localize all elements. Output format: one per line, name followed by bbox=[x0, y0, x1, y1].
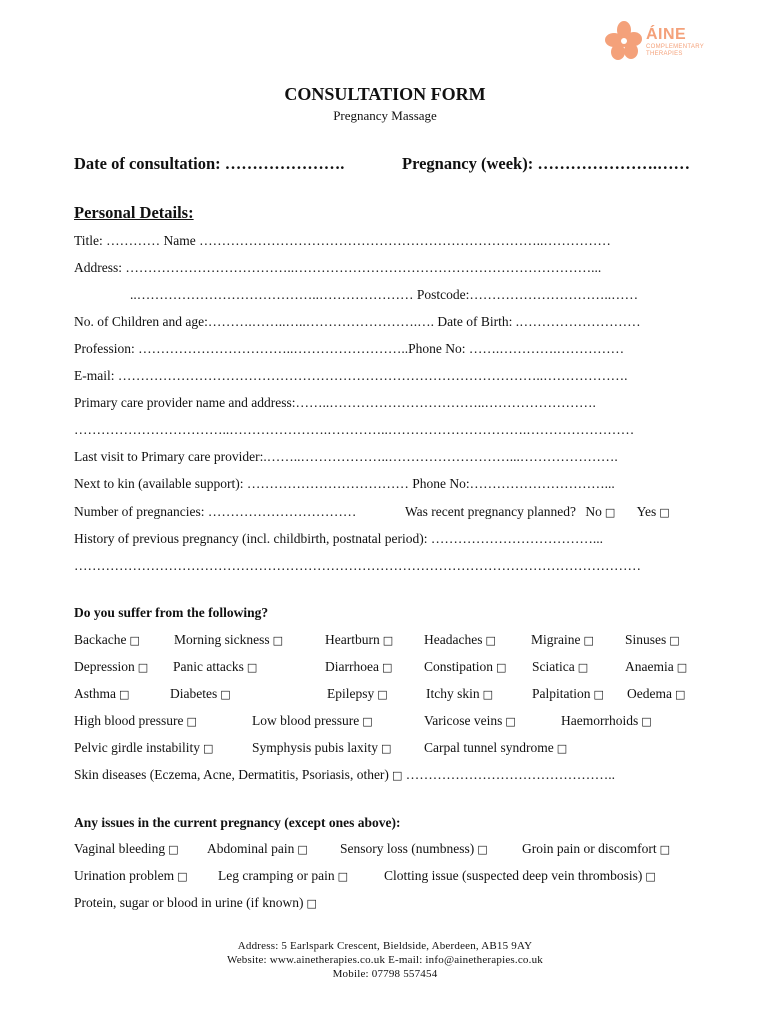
checkbox[interactable]: □ bbox=[186, 715, 197, 728]
condition-low-blood-pressure[interactable]: Low blood pressure □ bbox=[252, 713, 373, 728]
profession-phone-field[interactable]: Profession: ……………………………..……………………..Phone No: …….………….…………… bbox=[74, 341, 625, 356]
condition-migraine[interactable]: Migraine □ bbox=[531, 632, 594, 647]
condition-diabetes[interactable]: Diabetes □ bbox=[170, 686, 231, 701]
condition-sciatica[interactable]: Sciatica □ bbox=[532, 659, 589, 674]
option-yes[interactable]: Yes □ bbox=[636, 504, 670, 519]
checkbox[interactable]: □ bbox=[593, 688, 604, 701]
condition-high-blood-pressure[interactable]: High blood pressure □ bbox=[74, 713, 197, 728]
condition-heartburn[interactable]: Heartburn □ bbox=[325, 632, 394, 647]
title-name-field[interactable]: Title: ………… Name …………………………………………………………………..…………… bbox=[74, 233, 611, 248]
checkbox[interactable]: □ bbox=[556, 742, 568, 755]
checkbox[interactable]: □ bbox=[220, 688, 231, 701]
checkbox[interactable]: □ bbox=[168, 843, 179, 856]
date-of-consultation-field[interactable]: Date of consultation: …………………. bbox=[74, 154, 345, 173]
checkbox[interactable]: □ bbox=[391, 769, 403, 782]
checkbox[interactable]: □ bbox=[674, 688, 686, 701]
condition-asthma[interactable]: Asthma □ bbox=[74, 686, 130, 701]
checkbox[interactable]: □ bbox=[485, 634, 496, 647]
checkbox[interactable]: □ bbox=[477, 843, 488, 856]
checkbox[interactable]: □ bbox=[645, 870, 656, 883]
condition-constipation[interactable]: Constipation □ bbox=[424, 659, 507, 674]
footer-address: Address: 5 Earlspark Crescent, Bieldside, Aberdeen, AB15 9AY bbox=[237, 940, 533, 952]
checkbox[interactable]: □ bbox=[297, 843, 308, 856]
recent-pregnancy-planned: Was recent pregnancy planned? No □ Yes □ bbox=[405, 504, 670, 519]
checkbox[interactable]: □ bbox=[377, 688, 388, 701]
condition-haemorrhoids[interactable]: Haemorrhoids □ bbox=[561, 713, 652, 728]
issue-sensory-loss[interactable]: Sensory loss (numbness) □ bbox=[340, 841, 488, 856]
issue-urination-problem[interactable]: Urination problem □ bbox=[74, 868, 188, 883]
conditions-heading: Do you suffer from the following? bbox=[74, 605, 269, 620]
logo-brand: ÁINE bbox=[646, 26, 687, 43]
checkbox[interactable]: □ bbox=[577, 661, 589, 674]
condition-depression[interactable]: Depression □ bbox=[74, 659, 149, 674]
previous-pregnancy-history-continued[interactable]: ……………………………………………………………………………………………………………… bbox=[74, 558, 641, 573]
form-subtitle: Pregnancy Massage bbox=[333, 108, 437, 123]
condition-diarrhoea[interactable]: Diarrhoea □ bbox=[325, 659, 393, 674]
primary-care-provider-field[interactable]: Primary care provider name and address:……..……………………………..……………………. bbox=[74, 395, 596, 410]
checkbox[interactable]: □ bbox=[337, 870, 348, 883]
email-field[interactable]: E-mail: …………………………………………………………………………………..………………. bbox=[74, 368, 628, 383]
condition-anaemia[interactable]: Anaemia □ bbox=[625, 659, 688, 674]
condition-backache[interactable]: Backache □ bbox=[74, 632, 140, 647]
logo-subtitle: COMPLEMENTARY THERAPIES bbox=[646, 44, 705, 57]
issue-groin-pain[interactable]: Groin pain or discomfort □ bbox=[522, 841, 671, 856]
condition-headaches[interactable]: Headaches □ bbox=[424, 632, 496, 647]
checkbox[interactable]: □ bbox=[583, 634, 594, 647]
condition-sinuses[interactable]: Sinuses □ bbox=[625, 632, 680, 647]
condition-pelvic-girdle-instability[interactable]: Pelvic girdle instability □ bbox=[74, 740, 214, 755]
checkbox[interactable]: □ bbox=[129, 634, 140, 647]
checkbox[interactable]: □ bbox=[669, 634, 680, 647]
flower-icon bbox=[604, 20, 644, 62]
next-of-kin-field[interactable]: Next to kin (available support): ……………………………… Phone No:…………………………... bbox=[74, 476, 615, 491]
footer-mobile: Mobile: 07798 557454 bbox=[332, 968, 438, 980]
issue-abdominal-pain[interactable]: Abdominal pain □ bbox=[207, 841, 308, 856]
condition-itchy-skin[interactable]: Itchy skin □ bbox=[426, 686, 494, 701]
form-title: CONSULTATION FORM bbox=[284, 84, 486, 104]
checkbox[interactable]: □ bbox=[382, 634, 394, 647]
footer-web-email: Website: www.ainetherapies.co.uk E-mail: info@ainetherapies.co.uk bbox=[227, 954, 543, 966]
children-dob-field[interactable]: No. of Children and age:……….……..…..…………………….…. Date of Birth: .……………………… bbox=[74, 314, 641, 329]
condition-panic-attacks[interactable]: Panic attacks □ bbox=[173, 659, 258, 674]
checkbox[interactable]: □ bbox=[659, 506, 670, 519]
checkbox[interactable]: □ bbox=[604, 506, 616, 519]
condition-symphysis-pubis-laxity[interactable]: Symphysis pubis laxity □ bbox=[252, 740, 392, 755]
checkbox[interactable]: □ bbox=[137, 661, 149, 674]
checkbox[interactable]: □ bbox=[676, 661, 688, 674]
checkbox[interactable]: □ bbox=[381, 661, 393, 674]
address-postcode-field[interactable]: ..…………………………………..………………… Postcode:…………………………..…… bbox=[130, 287, 639, 302]
primary-care-provider-continued[interactable]: ……………………………..………………….…………..………………………….…………………… bbox=[74, 422, 635, 437]
condition-skin-diseases[interactable]: Skin diseases (Eczema, Acne, Dermatitis, Psoriasis, other) □ ……………………………………….. bbox=[74, 767, 615, 782]
pregnancy-week-field[interactable]: Pregnancy (week): ………………….…… bbox=[402, 154, 690, 173]
condition-morning-sickness[interactable]: Morning sickness □ bbox=[174, 632, 284, 647]
checkbox[interactable]: □ bbox=[272, 634, 284, 647]
checkbox[interactable]: □ bbox=[381, 742, 392, 755]
checkbox[interactable]: □ bbox=[246, 661, 258, 674]
condition-epilepsy[interactable]: Epilepsy □ bbox=[327, 686, 388, 701]
checkbox[interactable]: □ bbox=[177, 870, 188, 883]
checkbox[interactable]: □ bbox=[505, 715, 516, 728]
condition-carpal-tunnel-syndrome[interactable]: Carpal tunnel syndrome □ bbox=[424, 740, 568, 755]
issue-protein-sugar-blood-urine[interactable]: Protein, sugar or blood in urine (if known) □ bbox=[74, 895, 317, 910]
checkbox[interactable]: □ bbox=[119, 688, 130, 701]
condition-varicose-veins[interactable]: Varicose veins □ bbox=[424, 713, 516, 728]
address-field[interactable]: Address: ………………………………..…………………………………………………………... bbox=[74, 260, 602, 275]
issue-clotting[interactable]: Clotting issue (suspected deep vein thrombosis) □ bbox=[384, 868, 656, 883]
checkbox[interactable]: □ bbox=[482, 688, 494, 701]
logo bbox=[604, 20, 704, 64]
checkbox[interactable]: □ bbox=[659, 843, 671, 856]
checkbox[interactable]: □ bbox=[306, 897, 317, 910]
checkbox[interactable]: □ bbox=[202, 742, 214, 755]
issue-vaginal-bleeding[interactable]: Vaginal bleeding □ bbox=[74, 841, 179, 856]
previous-pregnancy-history-field[interactable]: History of previous pregnancy (incl. childbirth, postnatal period): ………………………………... bbox=[74, 531, 604, 546]
checkbox[interactable]: □ bbox=[641, 715, 652, 728]
personal-details-heading: Personal Details: bbox=[74, 203, 194, 222]
condition-palpitation[interactable]: Palpitation □ bbox=[532, 686, 604, 701]
condition-oedema[interactable]: Oedema □ bbox=[627, 686, 686, 701]
checkbox[interactable]: □ bbox=[362, 715, 373, 728]
issues-heading: Any issues in the current pregnancy (except ones above): bbox=[74, 815, 401, 830]
last-visit-field[interactable]: Last visit to Primary care provider:.……..………………..………………………...…………………. bbox=[74, 449, 618, 464]
checkbox[interactable]: □ bbox=[496, 661, 507, 674]
option-no[interactable]: No □ bbox=[585, 504, 616, 519]
issue-leg-cramping[interactable]: Leg cramping or pain □ bbox=[218, 868, 348, 883]
number-of-pregnancies-field[interactable]: Number of pregnancies: …………………………… bbox=[74, 504, 357, 519]
